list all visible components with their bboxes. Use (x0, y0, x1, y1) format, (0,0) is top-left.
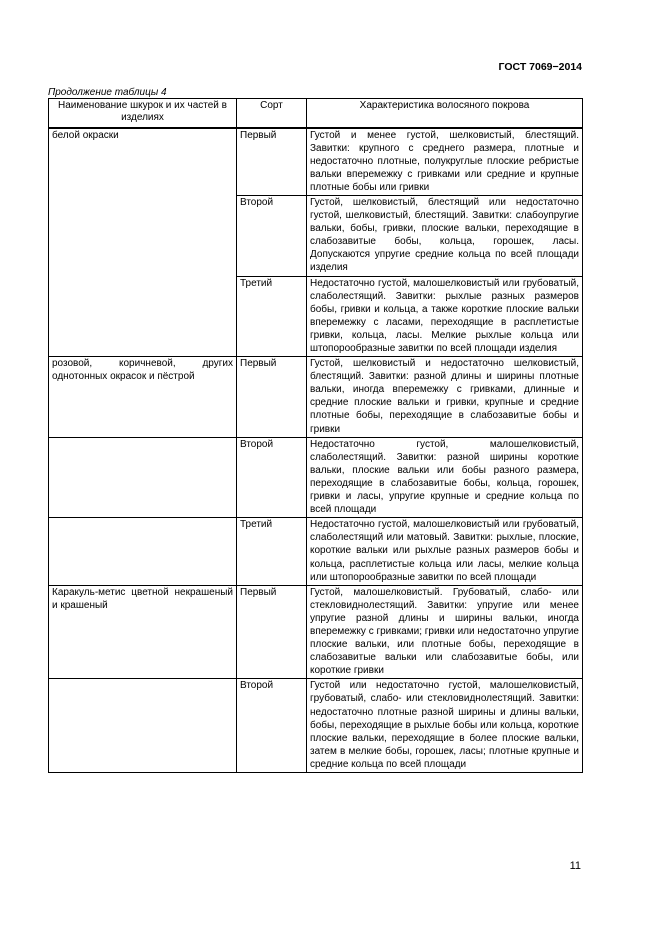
description-cell: Густой, малошелковистый. Грубоватый, слабо- или стекловиднолестящий. Завитки: упругие или менее упругие разной длины и ширины вальки, иногда вперемежку с гривками; гривки или недостаточно упругие плоские вальки, или плотные бобы, переходящие в слабозавитые вальки или слабозавитые бобы, или короткие гривки (307, 585, 583, 679)
pelt-name-cell: Каракуль-метис цветной некрашеный и крашеный (49, 585, 237, 679)
column-header-description: Характеристика волосяного покрова (307, 99, 583, 128)
pelt-name-cell (49, 679, 237, 773)
table-body (49, 128, 583, 773)
grade-characteristics-table (48, 98, 583, 773)
pelt-name-cell: розовой, коричневой, других однотонных окрасок и пёстрой (49, 357, 237, 438)
table-row (49, 128, 583, 196)
description-cell: Недостаточно густой, малошелковистый или грубоватый, слаболестящий или матовый. Завитки: рыхлые, плоские, короткие вальки или рыхлые разных размеров бобы и кольца, расплетистые кольца или ласы, мелкие кольца или штопорообразные завитки по всей площади (307, 518, 583, 585)
table-caption: Продолжение таблицы 4 (48, 87, 167, 98)
pelt-name-cell: белой окраски (49, 128, 237, 357)
description-cell: Густой и менее густой, шелковистый, блестящий. Завитки: крупного с среднего размера, плотные и недостаточно плотные, полукруглые плоские ребристые вальки вперемежку с гривками или средние и крупные плотные бобы или гривки (307, 128, 583, 196)
table-header-row (49, 99, 583, 128)
column-header-name: Наименование шкурок и их частей в изделиях (49, 99, 237, 128)
table-row (49, 518, 583, 585)
grade-cell: Третий (237, 276, 307, 357)
table-header (49, 99, 583, 128)
description-cell: Недостаточно густой, малошелковистый или грубоватый, слаболестящий. Завитки: рыхлые разных размеров бобы, гривки и кольца, а также короткие плоские вальки вперемежку с ласами, переходящие в расплетистые гривки, кольца, ласы. Мелкие рыхлые кольца или штопорообразные завитки по всей площади изделия (307, 276, 583, 357)
table-row (49, 585, 583, 679)
grade-cell: Второй (237, 679, 307, 773)
table-row (49, 437, 583, 518)
table-row (49, 357, 583, 438)
table-row (49, 679, 583, 773)
page-number: 11 (569, 860, 581, 872)
description-cell: Недостаточно густой, малошелковистый, слаболестящий. Завитки: разной ширины короткие вальки, плоские вальки или бобы разного размера, переходящие в слабозавитые бобы, кольца, горошек, гривки и ласы, упругие крупные и средние кольца по всей площади (307, 437, 583, 518)
description-cell: Густой или недостаточно густой, малошелковистый, грубоватый, слабо- или стекловиднолестящий. Завитки: недостаточно плотные разной ширины и длины вальки, бобы, переходящие в рыхлые бобы или кольца, короткие плоские вальки, переходящие в более плоские вальки, затем в мелкие бобы, горошек, ласы; плотные крупные и средние кольца по всей площади (307, 679, 583, 773)
grade-cell: Первый (237, 357, 307, 438)
pelt-name-cell (49, 518, 237, 585)
grade-cell: Второй (237, 437, 307, 518)
description-cell: Густой, шелковистый и недостаточно шелковистый, блестящий. Завитки: разной длины и ширины плотные вальки, иногда вперемежку с гривками, длинные и средние плоские вальки и гривки, крупные и средние плотные бобы, переходящие в слабозавитые бобы и гривки (307, 357, 583, 438)
document-code: ГОСТ 7069−2014 (498, 61, 582, 73)
grade-cell: Первый (237, 128, 307, 196)
column-header-grade: Сорт (237, 99, 307, 128)
grade-cell: Третий (237, 518, 307, 585)
description-cell: Густой, шелковистый, блестящий или недостаточно густой, шелковистый, блестящий. Завитки: слабоупругие вальки, бобы, гривки, плоские вальки, переходящие в слабозавитые бобы, кольца, горошек, ласы. Допускаются упругие средние кольца по всей площади изделия (307, 195, 583, 276)
grade-cell: Первый (237, 585, 307, 679)
grade-cell: Второй (237, 195, 307, 276)
pelt-name-cell (49, 437, 237, 518)
